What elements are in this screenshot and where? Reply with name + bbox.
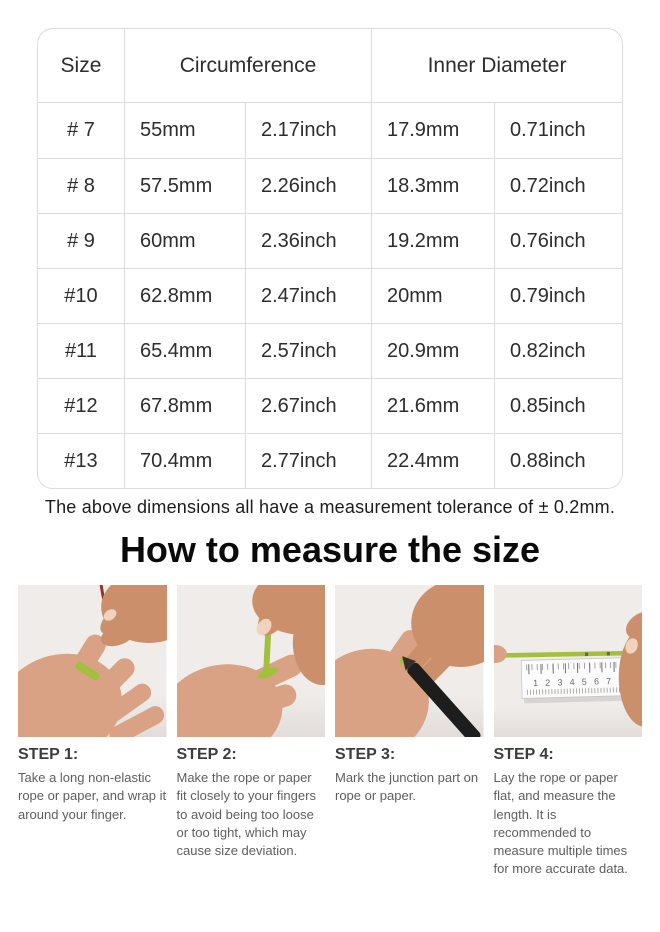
circ-inch-cell: 2.36inch xyxy=(245,213,371,268)
header-inner-diameter: Inner Diameter xyxy=(371,29,622,103)
step-1-label: STEP 1: xyxy=(18,746,79,764)
table-row xyxy=(38,433,622,488)
size-cell: #13 xyxy=(38,433,124,488)
circ-mm-cell: 70.4mm xyxy=(124,433,245,488)
circ-inch-cell: 2.57inch xyxy=(245,323,371,378)
table-row xyxy=(38,268,622,323)
diameter-inch-cell: 0.72inch xyxy=(494,158,622,213)
table-row xyxy=(38,103,622,158)
header-circumference: Circumference xyxy=(124,29,371,103)
circ-mm-cell: 60mm xyxy=(124,213,245,268)
diameter-mm-cell: 21.6mm xyxy=(371,378,494,433)
circ-inch-cell: 2.67inch xyxy=(245,378,371,433)
step-1-photo xyxy=(18,585,167,737)
step-4-photo xyxy=(494,585,643,737)
table-row xyxy=(38,213,622,268)
size-cell: # 7 xyxy=(67,119,95,141)
size-cell: # 8 xyxy=(38,158,124,213)
circ-inch-cell: 2.47inch xyxy=(245,268,371,323)
step-1-card xyxy=(18,585,167,878)
ring-size-guide-page xyxy=(0,28,660,932)
circ-mm-cell: 55mm xyxy=(124,103,245,158)
step-4-card xyxy=(494,585,643,878)
diameter-inch-cell: 0.85inch xyxy=(494,378,622,433)
diameter-inch-cell: 0.82inch xyxy=(494,323,622,378)
step-2-description: Make the rope or paper fit closely to your fingers to avoid being too loose or too tight, which may cause size deviation. xyxy=(176,770,316,858)
step-3-photo xyxy=(335,585,484,737)
circ-mm-cell: 62.8mm xyxy=(124,268,245,323)
circ-inch-cell: 2.17inch xyxy=(245,103,371,158)
diameter-mm-cell: 19.2mm xyxy=(371,213,494,268)
step-2-label: STEP 2: xyxy=(176,746,237,764)
step-2-photo xyxy=(177,585,326,737)
steps-grid xyxy=(18,585,642,878)
svg-text:7: 7 xyxy=(605,676,611,687)
table-row xyxy=(38,158,622,213)
diameter-inch-cell: 0.71inch xyxy=(494,103,622,158)
ruler xyxy=(521,658,635,704)
step-4-label: STEP 4: xyxy=(493,746,554,764)
size-cell: #12 xyxy=(38,378,124,433)
diameter-mm-cell: 20.9mm xyxy=(371,323,494,378)
header-size: Size xyxy=(38,29,124,103)
section-title: How to measure the size xyxy=(119,529,541,570)
svg-text:1: 1 xyxy=(532,678,538,689)
diameter-inch-cell: 0.79inch xyxy=(494,268,622,323)
circ-inch-cell: 2.26inch xyxy=(245,158,371,213)
diameter-inch-cell: 0.88inch xyxy=(494,433,622,488)
diameter-mm-cell: 18.3mm xyxy=(371,158,494,213)
svg-text:4: 4 xyxy=(569,677,575,688)
table-header-row xyxy=(38,29,622,103)
diameter-inch-cell: 0.76inch xyxy=(494,213,622,268)
size-cell: # 9 xyxy=(38,213,124,268)
circ-mm-cell: 67.8mm xyxy=(124,378,245,433)
diameter-mm-cell: 20mm xyxy=(371,268,494,323)
diameter-mm-cell: 22.4mm xyxy=(371,433,494,488)
ring-size-table xyxy=(37,28,623,489)
step-3-label: STEP 3: xyxy=(335,746,396,764)
circ-mm-cell: 65.4mm xyxy=(124,323,245,378)
circ-inch-cell: 2.77inch xyxy=(245,433,371,488)
table-row xyxy=(38,323,622,378)
size-cell: #11 xyxy=(38,323,124,378)
svg-text:6: 6 xyxy=(593,676,599,687)
step-4-description: Lay the rope or paper flat, and measure the length. It is recommended to measure multiple times for more accurate data. xyxy=(493,770,628,877)
step-2-card xyxy=(177,585,326,878)
svg-text:2: 2 xyxy=(544,677,550,689)
svg-text:3: 3 xyxy=(556,677,563,688)
circ-mm-cell: 57.5mm xyxy=(124,158,245,213)
step-3-description: Mark the junction part on rope or paper. xyxy=(335,770,479,804)
svg-text:5: 5 xyxy=(581,676,587,688)
tolerance-note: The above dimensions all have a measurement tolerance of ± 0.2mm. xyxy=(44,497,616,517)
size-cell: #10 xyxy=(38,268,124,323)
table-row xyxy=(38,378,622,433)
step-3-card xyxy=(335,585,484,878)
step-1-description: Take a long non-elastic rope or paper, and wrap it around your finger. xyxy=(18,770,167,822)
diameter-mm-cell: 17.9mm xyxy=(371,103,494,158)
